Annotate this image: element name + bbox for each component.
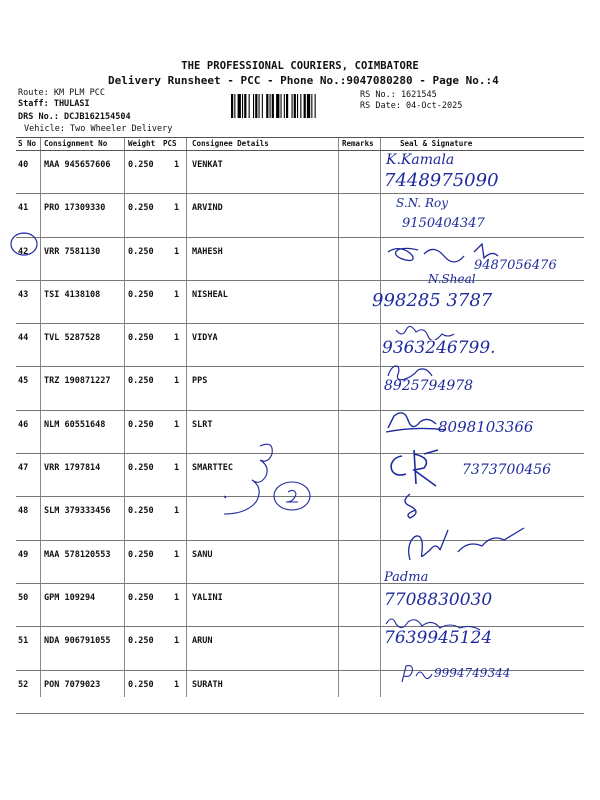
barcode-bar <box>315 94 316 118</box>
row-consignment: NDA 906791055 <box>44 636 111 647</box>
handwritten-phone: 9487056476 <box>474 258 557 273</box>
barcode-bar <box>297 94 298 118</box>
table-row <box>16 151 584 194</box>
barcode-bar <box>307 94 310 118</box>
row-weight: 0.250 <box>128 333 154 344</box>
barcode-bar <box>249 94 250 118</box>
handwritten-phone: 8925794978 <box>384 378 474 394</box>
row-weight: 0.250 <box>128 246 154 257</box>
row-consignee: SANU <box>192 549 213 560</box>
row-sno: 48 <box>18 506 29 517</box>
row-sno: 51 <box>18 636 29 647</box>
row-sno: 41 <box>18 203 29 214</box>
barcode-bar <box>294 94 296 118</box>
row-weight: 0.250 <box>128 549 154 560</box>
row-pcs: 1 <box>174 592 180 603</box>
row-weight: 0.250 <box>128 203 154 214</box>
row-consignment: GPM 109294 <box>44 592 96 603</box>
row-weight: 0.250 <box>128 592 154 603</box>
row-consignment: TSI 4138108 <box>44 289 101 300</box>
signature-text: N.Sheal <box>428 272 476 286</box>
row-sno: 50 <box>18 592 29 603</box>
barcode-bar <box>300 94 301 118</box>
row-consignment: TRZ 190871227 <box>44 376 111 387</box>
row-weight: 0.250 <box>128 160 154 170</box>
row-consignee: SURATH <box>192 679 223 690</box>
row-weight: 0.250 <box>128 463 154 474</box>
row-sno: 47 <box>18 463 29 474</box>
handwritten-phone: 7708830030 <box>384 590 493 610</box>
vehicle-label: Vehicle: Two Wheeler Delivery <box>24 124 173 134</box>
col-seal-signature: Seal & Signature <box>400 139 473 148</box>
row-pcs: 1 <box>174 203 180 214</box>
col-consignment: Consignment No <box>44 139 108 148</box>
company-title: THE PROFESSIONAL COURIERS, COIMBATORE <box>181 60 419 72</box>
row-consignment: MAA 945657606 <box>44 160 111 170</box>
barcode-bar <box>234 94 235 118</box>
handwritten-phone: 9150404347 <box>402 216 485 231</box>
table-row <box>16 454 584 497</box>
barcode-bar <box>255 94 257 118</box>
row-consignment: PON 7079023 <box>44 679 101 690</box>
barcode-bar <box>244 94 246 118</box>
row-consignment: VRR 7581130 <box>44 246 101 257</box>
table-row <box>16 627 584 670</box>
row-consignee: SLRT <box>192 419 213 430</box>
barcode-bar <box>266 94 268 118</box>
row-weight: 0.250 <box>128 289 154 300</box>
row-pcs: 1 <box>174 289 180 300</box>
row-consignment: TVL 5287528 <box>44 333 101 344</box>
row-pcs: 1 <box>174 679 180 690</box>
table-row <box>16 194 584 237</box>
col-weight: Weight <box>128 139 156 148</box>
row-pcs: 1 <box>174 160 180 170</box>
table-row <box>16 497 584 540</box>
handwritten-phone: 998285 3787 <box>372 290 493 311</box>
barcode-bar <box>286 94 288 118</box>
table-row <box>16 367 584 410</box>
row-consignment: MAA 578120553 <box>44 549 111 560</box>
row-consignee: ARVIND <box>192 203 223 214</box>
row-pcs: 1 <box>174 419 180 430</box>
row-pcs: 1 <box>174 506 180 517</box>
barcode-bar <box>253 94 254 118</box>
handwritten-phone: 9363246799. <box>382 338 496 358</box>
barcode-bar <box>281 94 282 118</box>
row-weight: 0.250 <box>128 376 154 387</box>
row-consignee: SMARTTEC <box>192 463 233 474</box>
row-consignee: PPS <box>192 376 208 387</box>
row-consignment: PRO 17309330 <box>44 203 106 214</box>
row-sno: 49 <box>18 549 29 560</box>
col-sno: S No <box>18 139 37 148</box>
col-pcs: PCS <box>163 139 177 148</box>
barcode-bar <box>231 94 233 118</box>
table-row <box>16 281 584 324</box>
rs-date: RS Date: 04-Oct-2025 <box>360 101 463 111</box>
table-row <box>16 541 584 584</box>
drs-number: DRS No.: DCJB162154504 <box>18 112 131 122</box>
table-row <box>16 411 584 454</box>
barcode-bar <box>242 94 243 118</box>
table-row <box>16 238 584 281</box>
row-pcs: 1 <box>174 636 180 647</box>
row-sno: 45 <box>18 376 29 387</box>
handwritten-phone: 8098103366 <box>438 418 534 436</box>
row-pcs: 1 <box>174 376 180 387</box>
rs-number: RS No.: 1621545 <box>360 90 437 100</box>
barcode-bar <box>238 94 241 118</box>
row-sno: 44 <box>18 333 29 344</box>
signature-text: S.N. Roy <box>396 196 449 210</box>
row-sno: 40 <box>18 160 29 170</box>
handwritten-phone: 7373700456 <box>462 462 552 478</box>
barcode-bar <box>311 94 312 118</box>
row-weight: 0.250 <box>128 506 154 517</box>
table-header <box>16 137 584 151</box>
handwritten-phone: 7448975090 <box>384 170 499 191</box>
table-row <box>16 584 584 627</box>
barcode-icon <box>230 94 356 118</box>
staff-label: Staff: THULASI <box>18 99 90 109</box>
route-label: Route: KM PLM PCC <box>18 88 105 98</box>
col-consignee: Consignee Details <box>192 139 269 148</box>
handwritten-phone: 9994749344 <box>434 666 511 680</box>
signature-text: K.Kamala <box>386 152 455 168</box>
row-consignee: YALINI <box>192 592 223 603</box>
barcode-bar <box>304 94 306 118</box>
row-weight: 0.250 <box>128 419 154 430</box>
row-sno: 42 <box>18 246 29 257</box>
barcode-bar <box>262 94 263 118</box>
row-consignee: ARUN <box>192 636 213 647</box>
row-weight: 0.250 <box>128 679 154 690</box>
delivery-table <box>16 137 584 714</box>
row-consignment: VRR 1797814 <box>44 463 101 474</box>
row-consignment: NLM 60551648 <box>44 419 106 430</box>
handwritten-phone: 7639945124 <box>384 628 493 648</box>
row-sno: 46 <box>18 419 29 430</box>
row-pcs: 1 <box>174 333 180 344</box>
row-weight: 0.250 <box>128 636 154 647</box>
row-pcs: 1 <box>174 246 180 257</box>
table-row <box>16 324 584 367</box>
barcode-bar <box>284 94 285 118</box>
barcode-bar <box>292 94 293 118</box>
table-row <box>16 671 584 714</box>
row-consignment: SLM 379333456 <box>44 506 111 517</box>
row-sno: 43 <box>18 289 29 300</box>
row-pcs: 1 <box>174 549 180 560</box>
signature-text: Padma <box>384 570 429 585</box>
row-consignee: VIDYA <box>192 333 218 344</box>
barcode-bar <box>276 94 279 118</box>
row-consignee: NISHEAL <box>192 289 228 300</box>
runsheet-title: Delivery Runsheet - PCC - Phone No.:9047080280 - Page No.:4 <box>108 74 499 87</box>
row-sno: 52 <box>18 679 29 690</box>
barcode-bar <box>259 94 260 118</box>
barcode-bar <box>272 94 274 118</box>
row-pcs: 1 <box>174 463 180 474</box>
barcode-bar <box>270 94 271 118</box>
row-consignee: VENKAT <box>192 160 223 170</box>
col-remarks: Remarks <box>342 139 374 148</box>
row-consignee: MAHESH <box>192 246 223 257</box>
